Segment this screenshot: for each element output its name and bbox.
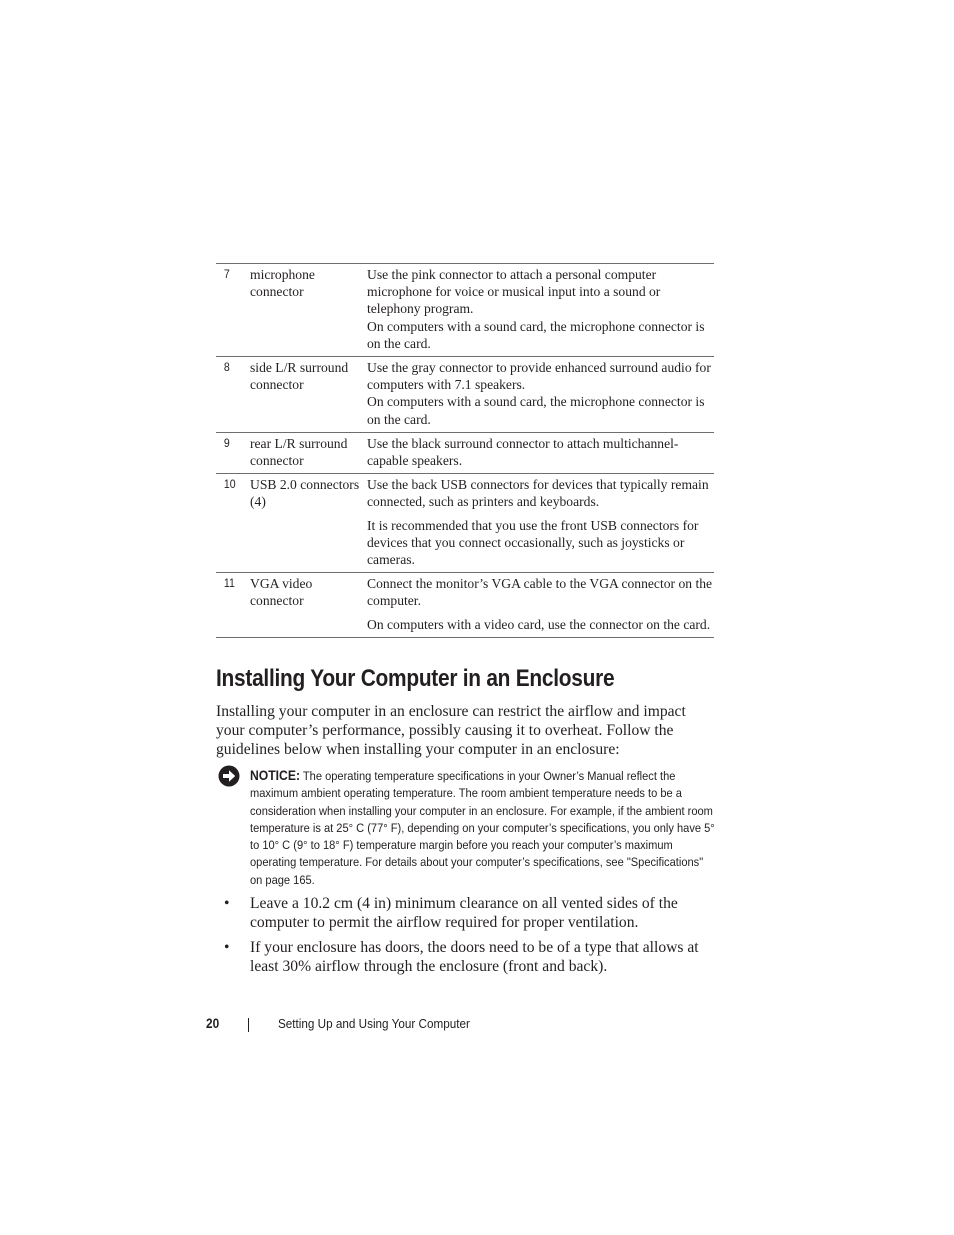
connector-description xyxy=(367,432,714,473)
connector-description xyxy=(367,573,714,638)
connector-description xyxy=(367,474,714,573)
bullet-icon: • xyxy=(224,939,230,956)
description-line: Connect the monitor’s VGA cable to the VGA connector on the computer. xyxy=(367,576,713,609)
connector-table xyxy=(216,263,714,638)
list-item-text: If your enclosure has doors, the doors need to be of a type that allows at least 30% airflow through the enclosure (front and back). xyxy=(250,939,699,975)
table-row xyxy=(216,432,714,473)
notice-arrow-icon xyxy=(218,765,240,787)
notice-text: The operating temperature specifications in your Owner’s Manual reflect the maximum ambient operating temperature. The room ambient temperature needs to be a consideration when installing your computer in an enclosure. For example, if the ambient room temperature is at 25° C (77° F), depending on your computer’s specifications, you only have 5° to 10° C (9° to 18° F) temperature margin before you reach your computer’s maximum operating temperature. For details about your computer’s specifications, see "Specifications" on page 165. xyxy=(250,769,715,887)
description-line: It is recommended that you use the front USB connectors for devices that you connect occasionally, such as joysticks or cameras. xyxy=(367,517,699,568)
row-number: 7 xyxy=(223,267,230,281)
description-line: Use the pink connector to attach a personal computer microphone for voice or musical input into a sound or telephony program. xyxy=(367,267,661,317)
notice-block xyxy=(250,767,715,889)
table-row xyxy=(216,474,714,573)
row-number: 11 xyxy=(216,573,246,638)
connector-name: USB 2.0 connectors (4) xyxy=(250,474,367,573)
section-heading: Installing Your Computer in an Enclosure xyxy=(216,665,615,692)
notice-label: NOTICE: xyxy=(250,768,301,783)
connector-name: side L/R surround connector xyxy=(250,357,367,433)
footer-divider xyxy=(248,1018,249,1032)
connector-name: rear L/R surround connector xyxy=(250,432,367,473)
connector-description xyxy=(367,264,714,357)
connector-description xyxy=(367,357,714,433)
list-item xyxy=(216,894,716,932)
row-number: 9 xyxy=(216,432,246,473)
page-number: 20 xyxy=(206,1016,220,1031)
connector-name: microphone connector xyxy=(250,267,315,300)
connector-name: VGA video connector xyxy=(250,573,367,638)
list-item xyxy=(216,938,716,976)
table-row xyxy=(216,357,714,433)
description-line: On computers with a video card, use the connector on the card. xyxy=(367,616,711,632)
description-line: On computers with a sound card, the microphone connector is on the card. xyxy=(367,394,705,427)
description-line: Use the back USB connectors for devices that typically remain connected, such as printers and keyboards. xyxy=(367,477,709,510)
guideline-list xyxy=(216,894,716,982)
description-line: Use the gray connector to provide enhanced surround audio for computers with 7.1 speakers. xyxy=(367,360,711,393)
running-footer-title: Setting Up and Using Your Computer xyxy=(278,1016,470,1031)
table-row xyxy=(216,573,714,638)
description-line: Use the black surround connector to attach multichannel-capable speakers. xyxy=(367,435,679,469)
list-item-text: Leave a 10.2 cm (4 in) minimum clearance on all vented sides of the computer to permit the airflow required for proper ventilation. xyxy=(250,895,678,931)
row-number: 8 xyxy=(216,357,246,433)
bullet-icon: • xyxy=(224,895,230,912)
intro-paragraph: Installing your computer in an enclosure can restrict the airflow and impact your computer’s performance, possibly causing it to overheat. Follow the guidelines below when installing your computer in an enclosure: xyxy=(216,703,686,758)
table-row xyxy=(216,264,714,357)
description-line: On computers with a sound card, the microphone connector is on the card. xyxy=(367,318,705,351)
row-number: 10 xyxy=(216,474,246,573)
